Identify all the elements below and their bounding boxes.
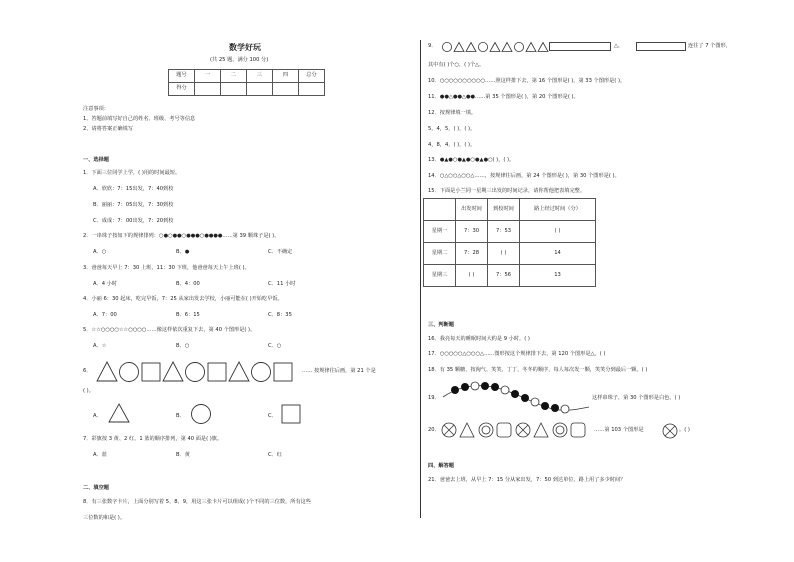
- shape-sequence: [441, 41, 549, 53]
- circle-shape: [252, 363, 271, 382]
- section-title: 三、判断题: [428, 322, 454, 328]
- table-row: [424, 221, 596, 243]
- question-text: 21．爸爸去上班，从早上 7：15 分从家出发，7：50 到达单位，路上用了多少时间？: [428, 477, 626, 483]
- crossed-circle-icon: [662, 423, 678, 439]
- choice-option[interactable]: A．4 小时: [93, 281, 118, 287]
- score-input-cell[interactable]: [221, 83, 247, 96]
- table-header-cell: 路上经过时间（分）: [520, 199, 596, 221]
- choice-option[interactable]: A．☆: [93, 343, 107, 349]
- table-cell: 7：53: [488, 221, 520, 243]
- time-record-table: [423, 198, 596, 287]
- choice-option[interactable]: B．黄: [176, 452, 190, 458]
- table-cell: 星期二: [424, 243, 456, 265]
- question-text: 11．●●△●●△●●……第 35 个图形是( )，第 20 个图形是( )。: [428, 94, 579, 100]
- choice-option[interactable]: B．6：15: [176, 312, 200, 318]
- triangle-shape: [229, 362, 249, 381]
- question-text: 7．彩旗按 3 黄、2 红、1 蓝的顺序排列，第 40 面是( )旗。: [83, 436, 223, 442]
- question-text: 其中有( )个○，( )个△。: [428, 62, 485, 68]
- score-row-label: 得分: [169, 83, 195, 96]
- question-text: 18．有 35 颗糖，按淘气、笑笑、丁丁、冬冬的顺序，每人每次发一颗，笑笑分到最后一颗。( ): [428, 367, 648, 373]
- score-header-cell: 总分: [299, 70, 325, 83]
- table-cell: 7：30: [456, 221, 488, 243]
- question-text: 三位数的和是( )。: [83, 515, 126, 521]
- triangle-shape: [163, 362, 183, 381]
- table-cell[interactable]: ( ): [456, 265, 488, 287]
- score-input-cell[interactable]: [273, 83, 299, 96]
- question-text: ( )。: [83, 388, 94, 394]
- table-header-cell: 出发时间: [456, 199, 488, 221]
- choice-option[interactable]: C．红: [268, 452, 282, 458]
- notes-header: 注意事项：: [83, 106, 109, 112]
- choice-option[interactable]: A．○: [93, 249, 107, 255]
- question-text: 2．一串珠子按如下的规律排列：○●○●●○●●●○●●●●……第 39 颗珠子是( )。: [83, 233, 280, 239]
- table-header-cell: 到校时间: [488, 199, 520, 221]
- question-text: 4．小丽 6：30 起床，吃完早饭，7：25 从家出发去学校，小丽可能在( )开始吃早饭。: [83, 296, 283, 302]
- question-text: …… 按规律往后画，第 21 个是: [302, 368, 376, 374]
- table-header-cell: [424, 199, 456, 221]
- notes-item: 1、答题前填写好自己的姓名、班级、考号等信息: [83, 116, 196, 122]
- question-text: 17．○○○○○△○○○△……图形按这个规律排下去，第 120 个图形是△。( ): [428, 351, 606, 357]
- question-number: 19．: [428, 395, 440, 401]
- table-cell[interactable]: ( ): [488, 243, 520, 265]
- question-text: 3．爸爸每天早上 7：30 上班，11：30 下班，他爸爸每天上午上班( )。: [83, 265, 250, 271]
- section-title: 一、选择题: [83, 157, 109, 163]
- shape-sequence: [441, 421, 593, 439]
- question-text: 。( ): [679, 427, 690, 433]
- choice-option[interactable]: B．○: [176, 343, 190, 349]
- question-text: ……第 103 个图形是: [594, 427, 644, 433]
- section-title: 四、解答题: [428, 463, 454, 469]
- question-text: 8．有三张数字卡片，上面分别写着 5、8、9，用这三张卡片可以组成( )个不同的三位数，所有这些: [83, 499, 312, 505]
- table-cell: 7：56: [488, 265, 520, 287]
- shape-sequence: [96, 361, 302, 383]
- section-title: 二、填空题: [83, 485, 109, 491]
- square-icon[interactable]: [281, 404, 301, 424]
- choice-option[interactable]: C．8：35: [268, 312, 292, 318]
- question-text: 5，4，5，( )，( )。: [428, 126, 476, 132]
- question-text: 16．我亮每天的睡眠时间大约是 9 小时。( ): [428, 336, 530, 342]
- question-text: 14．○△○○△○○△……，按规律往后画，第 24 个图形是( )，第 30 个图形是( )。: [428, 173, 620, 179]
- score-input-cell[interactable]: [195, 83, 221, 96]
- table-cell: 星期一: [424, 221, 456, 243]
- question-number: 6．: [83, 368, 92, 374]
- question-number: 9．: [428, 43, 437, 49]
- score-header-cell: 三: [247, 70, 273, 83]
- choice-option[interactable]: A．蓝: [93, 452, 107, 458]
- table-cell: 14: [520, 243, 596, 265]
- question-text: △，: [614, 43, 624, 49]
- score-header-cell: 题号: [169, 70, 195, 83]
- question-text: 12．按规律填一填。: [428, 110, 477, 116]
- question-text: 连往了 7 个图形，: [688, 43, 731, 49]
- question-text: 1．下面三位同学上学，( )用的时间最短。: [83, 170, 181, 176]
- choice-option[interactable]: A．7：00: [93, 312, 117, 318]
- triangle-shape: [97, 362, 117, 381]
- square-shape: [142, 363, 160, 381]
- choice-option[interactable]: B．: [176, 413, 185, 419]
- paper-subtitle: (共 25 题，满分 100 分): [210, 57, 269, 63]
- question-text: 10．○○○○○○○○○○……照这样排下去，第 16 个图形是( )，第 33 个图形是( )。: [428, 78, 626, 84]
- table-cell: 7：28: [456, 243, 488, 265]
- choice-option[interactable]: C．不确定: [268, 249, 293, 255]
- choice-option[interactable]: B．●: [176, 249, 190, 255]
- paper-title: 数学好玩: [229, 43, 261, 52]
- question-number: 20．: [428, 427, 440, 433]
- question-text: 这样串珠子，第 30 个图形是白色。( ): [592, 395, 681, 401]
- table-row: [424, 265, 596, 287]
- score-table: [168, 69, 325, 96]
- score-input-cell[interactable]: [247, 83, 273, 96]
- score-header-cell: 二: [221, 70, 247, 83]
- triangle-icon[interactable]: [108, 403, 130, 423]
- choice-option[interactable]: B．4：00: [176, 281, 200, 287]
- score-header-cell: 四: [273, 70, 299, 83]
- square-shape: [208, 363, 226, 381]
- question-text: 5．☆☆○○○○☆☆○○○○……像这样依次重复下去，第 40 个图形是( )。: [83, 327, 256, 333]
- choice-option[interactable]: A．: [93, 413, 102, 419]
- question-text: 4，8，4，( )，( )。: [428, 142, 476, 148]
- circle-shape: [120, 363, 139, 382]
- score-header-cell: 一: [195, 70, 221, 83]
- question-text: 13．●▲●○●▲●○●▲●○( )，( )。: [428, 157, 515, 163]
- table-cell[interactable]: ( ): [520, 221, 596, 243]
- table-cell: 13: [520, 265, 596, 287]
- choice-option[interactable]: A．欣欣：7：15出发，7：40到校: [93, 186, 174, 192]
- column-divider: [420, 40, 421, 518]
- question-text: 15．下面是小兰同一星期三出发的时间记录，请你帮他把表填完整。: [428, 188, 586, 194]
- choice-option[interactable]: B．丽丽：7：05出发，7：30到校: [93, 202, 174, 208]
- table-row: [424, 243, 596, 265]
- square-shape: [274, 363, 292, 381]
- table-cell: 星期三: [424, 265, 456, 287]
- choice-option[interactable]: C．成成：7：00出发，7：20到校: [93, 218, 174, 224]
- circle-icon[interactable]: [190, 403, 212, 425]
- choice-option[interactable]: C．11 小时: [268, 281, 296, 287]
- choice-option[interactable]: C．○: [268, 343, 282, 349]
- choice-option[interactable]: C．: [268, 413, 277, 419]
- answer-box[interactable]: [636, 42, 686, 51]
- bead-string: [441, 381, 591, 415]
- score-input-cell[interactable]: [299, 83, 325, 96]
- notes-item: 2、请将答案正确填写: [83, 126, 133, 132]
- answer-box[interactable]: [549, 42, 611, 51]
- circle-shape: [186, 363, 205, 382]
